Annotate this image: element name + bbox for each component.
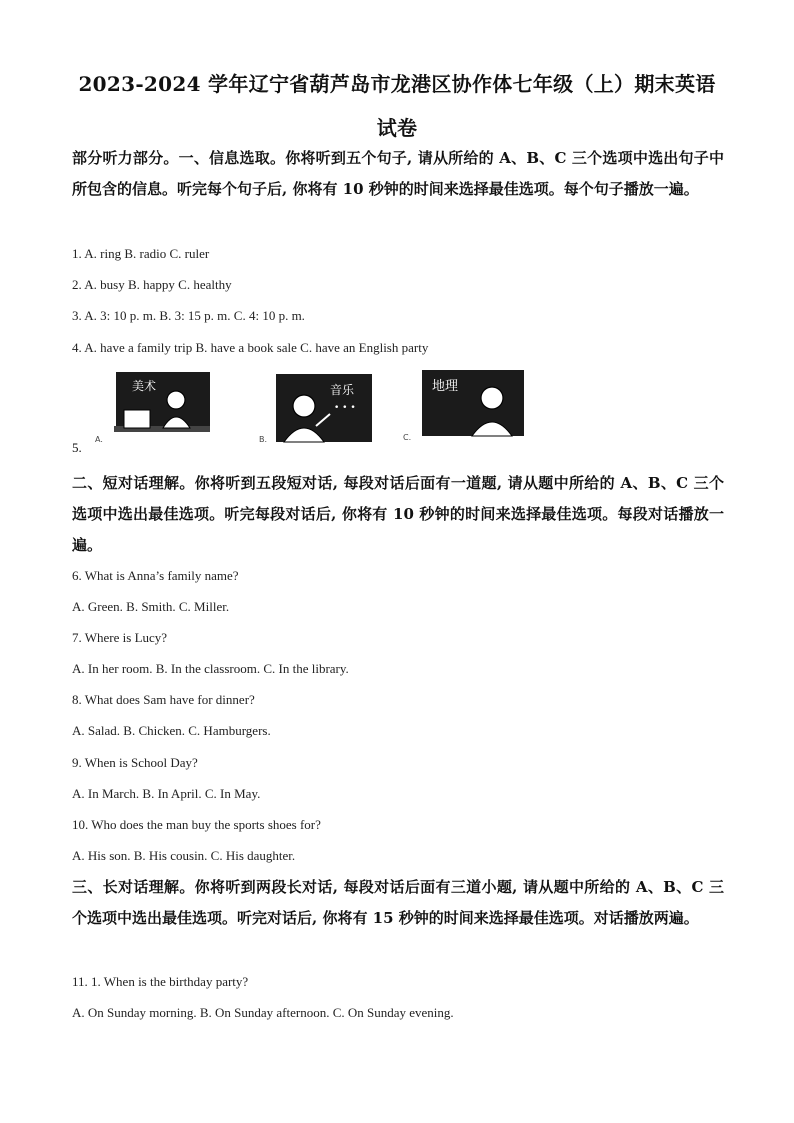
q8-options: A. Salad. B. Chicken. C. Hamburgers. bbox=[72, 723, 271, 738]
q6-question: 6. What is Anna’s family name? bbox=[72, 568, 239, 583]
geography-class-teacher-icon bbox=[402, 370, 526, 452]
q9-question: 9. When is School Day? bbox=[72, 755, 198, 770]
pic-c-letter: C. bbox=[403, 433, 412, 442]
section2-instruction: 二、短对话理解。你将听到五段短对话, 每段对话后面有一道题, 请从题中所给的 A、B、C 三个选项中选出最佳选项。听完每段对话后, 你将有 10 秒钟的时间来选择最佳选项。每段对话播放一遍。 bbox=[72, 474, 724, 554]
q8-question: 8. What does Sam have for dinner? bbox=[72, 692, 255, 707]
q2-line: 2. A. busy B. happy C. healthy bbox=[72, 277, 232, 292]
q5-picture-options bbox=[72, 368, 532, 458]
exam-title-line2: 试卷 bbox=[376, 116, 418, 140]
q7-options: A. In her room. B. In the classroom. C. In the library. bbox=[72, 661, 349, 676]
pic-a-board-text: 美术 bbox=[132, 379, 157, 393]
music-class-teacher-icon bbox=[258, 370, 374, 446]
q11-options: A. On Sunday morning. B. On Sunday afternoon. C. On Sunday evening. bbox=[72, 1005, 454, 1020]
q1-line: 1. A. ring B. radio C. ruler bbox=[72, 246, 210, 261]
q11-question: 11. 1. When is the birthday party? bbox=[72, 974, 249, 989]
q3-line: 3. A. 3: 10 p. m. B. 3: 15 p. m. C. 4: 10 p. m. bbox=[72, 308, 305, 323]
q10-question: 10. Who does the man buy the sports shoes for? bbox=[72, 817, 321, 832]
pic-c-board-text: 地理 bbox=[432, 379, 459, 394]
q9-options: A. In March. B. In April. C. In May. bbox=[72, 786, 261, 801]
pic-a-letter: A. bbox=[95, 435, 103, 444]
section1-instruction: 部分听力部分。一、信息选取。你将听到五个句子, 请从所给的 A、B、C 三个选项中选出句子中所包含的信息。听完每个句子后, 你将有 10 秒钟的时间来选择最佳选项。每个句子播放一遍。 bbox=[72, 149, 724, 198]
svg-text:• • •: • • • bbox=[334, 403, 356, 413]
pic-b-letter: B. bbox=[259, 435, 268, 444]
q5-number: 5. bbox=[72, 440, 82, 455]
exam-title-line1: 2023-2024 学年辽宁省葫芦岛市龙港区协作体七年级（上）期末英语 bbox=[78, 72, 716, 96]
q10-options: A. His son. B. His cousin. C. His daughter. bbox=[72, 848, 296, 863]
q4-line: 4. A. have a family trip B. have a book sale C. have an English party bbox=[72, 340, 429, 355]
section3-instruction: 三、长对话理解。你将听到两段长对话, 每段对话后面有三道小题, 请从题中所给的 A、B、C 三个选项中选出最佳选项。听完对话后, 你将有 15 秒钟的时间来选择最佳选项。对话播放两遍。 bbox=[72, 878, 724, 927]
pic-b-board-text: 音乐 bbox=[330, 383, 355, 397]
q7-question: 7. Where is Lucy? bbox=[72, 630, 168, 645]
q6-options: A. Green. B. Smith. C. Miller. bbox=[72, 599, 230, 614]
art-class-teacher-icon bbox=[94, 370, 210, 446]
